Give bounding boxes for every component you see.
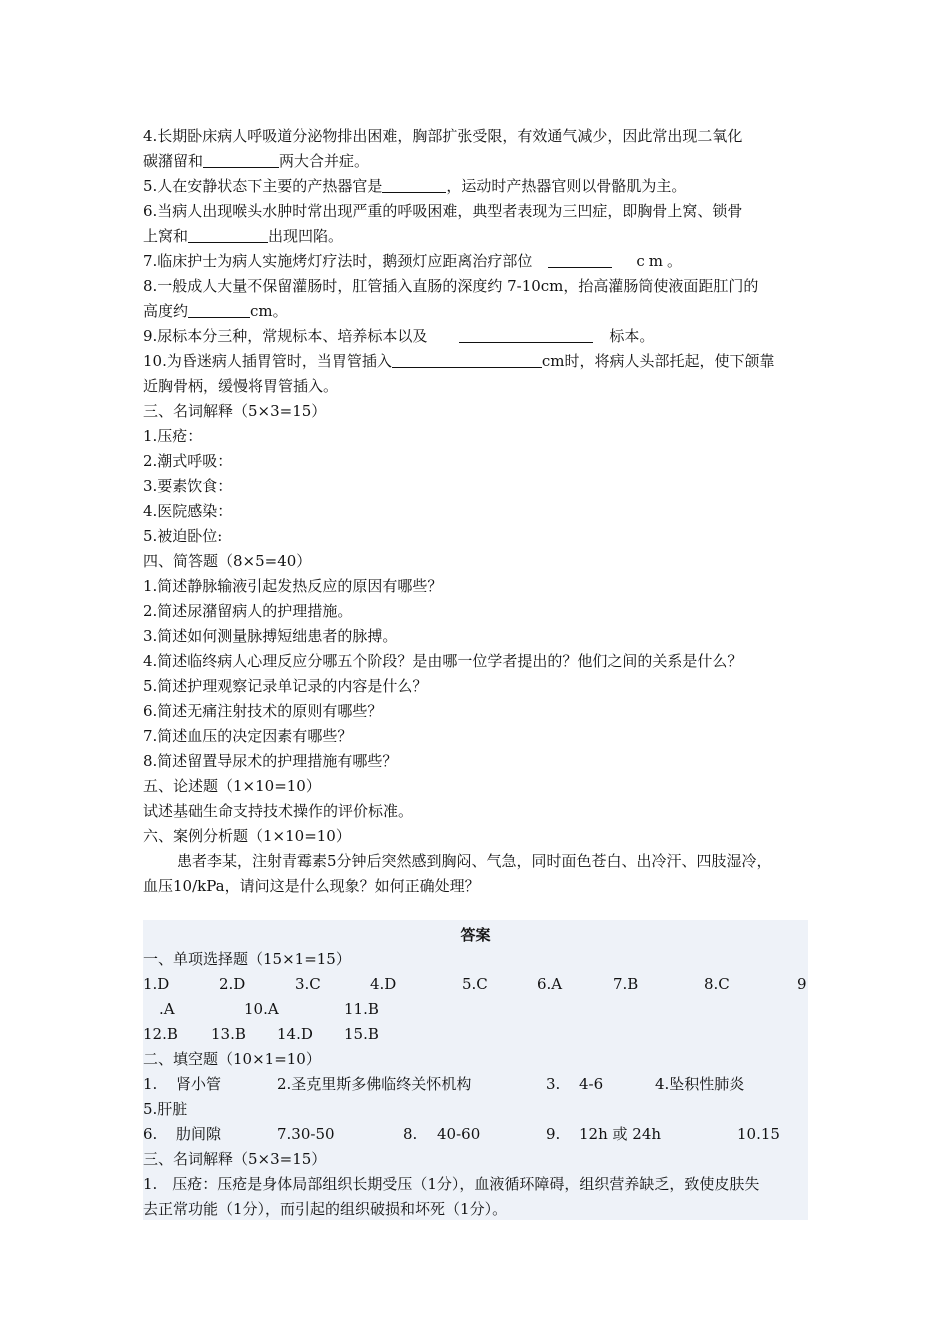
answer-item: 5.C bbox=[462, 975, 488, 993]
question-4-line1: 4.长期卧床病人呼吸道分泌物排出困难，胸部扩张受限，有效通气减少，因此常出现二氧化 bbox=[143, 127, 743, 145]
answer-item: 7.B bbox=[613, 975, 639, 993]
term-item: 4.医院感染： bbox=[143, 502, 233, 520]
answer-item: 9. bbox=[546, 1125, 561, 1143]
short-answer-item: 2.简述尿潴留病人的护理措施。 bbox=[143, 602, 353, 620]
answer-blank bbox=[548, 251, 612, 268]
answer-blank bbox=[392, 351, 542, 368]
case-text-line1: 患者李某，注射青霉素5分钟后突然感到胸闷、气急，同时面色苍白、出冷汗、四肢湿冷， bbox=[177, 852, 772, 870]
answer-title: 答案 bbox=[460, 926, 491, 944]
answer-s2-row2 bbox=[143, 1097, 808, 1122]
question-6-line1: 6.当病人出现喉头水肿时常出现严重的呼吸困难，典型者表现为三凹症，即胸骨上窝、锁骨 bbox=[143, 202, 743, 220]
case-text-line2: 血压10/kPa，请问这是什么现象？如何正确处理？ bbox=[143, 877, 480, 895]
question-4-line2: 碳潴留和 两大合并症。 bbox=[143, 152, 370, 170]
answer-s3-line1: 1. 压疮：压疮是身体局部组织长期受压（1分），血液循环障碍，组织营养缺乏，致使皮肤失 bbox=[143, 1175, 760, 1193]
question-8-line2: 高度约 cm。 bbox=[143, 302, 288, 320]
short-answer-item: 3.简述如何测量脉搏短绌患者的脉搏。 bbox=[143, 627, 398, 645]
answer-s1-row2 bbox=[143, 997, 808, 1022]
question-8-line1: 8.一般成人大量不保留灌肠时，肛管插入直肠的深度约 7-10cm，抬高灌肠筒使液面距肛门的 bbox=[143, 277, 759, 295]
answer-item: 12h 或 24h bbox=[579, 1125, 662, 1143]
answer-item: 肋间隙 bbox=[176, 1125, 222, 1143]
answer-item: 8.C bbox=[704, 975, 730, 993]
answer-item: 12.B bbox=[143, 1025, 178, 1043]
answer-item: 1.D bbox=[143, 975, 170, 993]
short-answer-item: 8.简述留置导尿术的护理措施有哪些？ bbox=[143, 752, 398, 770]
answer-item: 10.15 bbox=[737, 1125, 780, 1143]
answer-item: 7.30-50 bbox=[277, 1125, 335, 1143]
answer-item: 9 bbox=[797, 975, 807, 993]
exam-questions bbox=[143, 124, 808, 899]
question-10-line1: 10.为昏迷病人插胃管时，当胃管插入 cm时，将病人头部托起，使下颌靠 bbox=[143, 352, 775, 370]
answer-item: 3. bbox=[546, 1075, 561, 1093]
answer-item: 14.D bbox=[277, 1025, 313, 1043]
answer-item: .A bbox=[159, 1000, 175, 1018]
section-4-heading: 四、简答题（8×5=40） bbox=[143, 552, 312, 570]
question-10-line2: 近胸骨柄，缓慢将胃管插入。 bbox=[143, 377, 339, 395]
essay-question: 试述基础生命支持技术操作的评价标准。 bbox=[143, 802, 414, 820]
term-item: 3.要素饮食： bbox=[143, 477, 233, 495]
answer-item: 6.A bbox=[537, 975, 563, 993]
answer-s1-row3 bbox=[143, 1022, 808, 1047]
answer-s3-heading: 三、名词解释（5×3=15） bbox=[143, 1150, 327, 1168]
section-3-heading: 三、名词解释（5×3=15） bbox=[143, 402, 327, 420]
question-9: 9.尿标本分三种，常规标本、培养标本以及 标本。 bbox=[143, 327, 655, 345]
answer-item: 13.B bbox=[211, 1025, 246, 1043]
answer-s3-line2: 去正常功能（1分），而引起的组织破损和坏死（1分）。 bbox=[143, 1200, 508, 1218]
short-answer-item: 7.简述血压的决定因素有哪些？ bbox=[143, 727, 353, 745]
section-5-heading: 五、论述题（1×10=10） bbox=[143, 777, 321, 795]
answer-blank bbox=[188, 301, 250, 318]
answer-item: 4.坠积性肺炎 bbox=[655, 1075, 745, 1093]
answer-item: 肾小管 bbox=[176, 1075, 222, 1093]
short-answer-item: 6.简述无痛注射技术的原则有哪些？ bbox=[143, 702, 383, 720]
answer-item: 2.D bbox=[219, 975, 246, 993]
question-5: 5.人在安静状态下主要的产热器官是 ，运动时产热器官则以骨骼肌为主。 bbox=[143, 177, 687, 195]
answer-item: 5.肝脏 bbox=[143, 1100, 188, 1118]
short-answer-item: 4.简述临终病人心理反应分哪五个阶段？是由哪一位学者提出的？他们之间的关系是什么？ bbox=[143, 652, 743, 670]
answer-item: 6. bbox=[143, 1125, 158, 1143]
answer-item: 4-6 bbox=[579, 1075, 604, 1093]
answer-item: 15.B bbox=[344, 1025, 379, 1043]
short-answer-item: 1.简述静脉输液引起发热反应的原因有哪些？ bbox=[143, 577, 443, 595]
answer-item: 1. bbox=[143, 1075, 158, 1093]
answer-s1-row1 bbox=[143, 972, 808, 997]
question-6-line2: 上窝和 出现凹陷。 bbox=[143, 227, 344, 245]
answer-blank bbox=[459, 326, 593, 343]
answer-blank bbox=[203, 151, 279, 168]
answer-s1-heading: 一、单项选择题（15×1=15） bbox=[143, 950, 351, 968]
question-7: 7.临床护士为病人实施烤灯疗法时，鹅颈灯应距离治疗部位 cm。 bbox=[143, 252, 686, 270]
answer-item: 10.A bbox=[244, 1000, 279, 1018]
answer-section bbox=[143, 920, 808, 1220]
answer-item: 40-60 bbox=[437, 1125, 481, 1143]
term-item: 5.被迫卧位: bbox=[143, 527, 223, 545]
answer-blank bbox=[382, 176, 446, 193]
answer-item: 3.C bbox=[295, 975, 321, 993]
answer-blank bbox=[188, 226, 268, 243]
answer-s2-heading: 二、填空题（10×1=10） bbox=[143, 1050, 321, 1068]
answer-s2-row1 bbox=[143, 1072, 808, 1097]
answer-s2-row3 bbox=[143, 1122, 808, 1147]
answer-item: 11.B bbox=[344, 1000, 379, 1018]
section-6-heading: 六、案例分析题（1×10=10） bbox=[143, 827, 351, 845]
answer-item: 8. bbox=[403, 1125, 418, 1143]
short-answer-item: 5.简述护理观察记录单记录的内容是什么？ bbox=[143, 677, 428, 695]
term-item: 1.压疮： bbox=[143, 427, 203, 445]
answer-item: 4.D bbox=[370, 975, 397, 993]
term-item: 2.潮式呼吸： bbox=[143, 452, 233, 470]
answer-item: 2.圣克里斯多佛临终关怀机构 bbox=[277, 1075, 472, 1093]
